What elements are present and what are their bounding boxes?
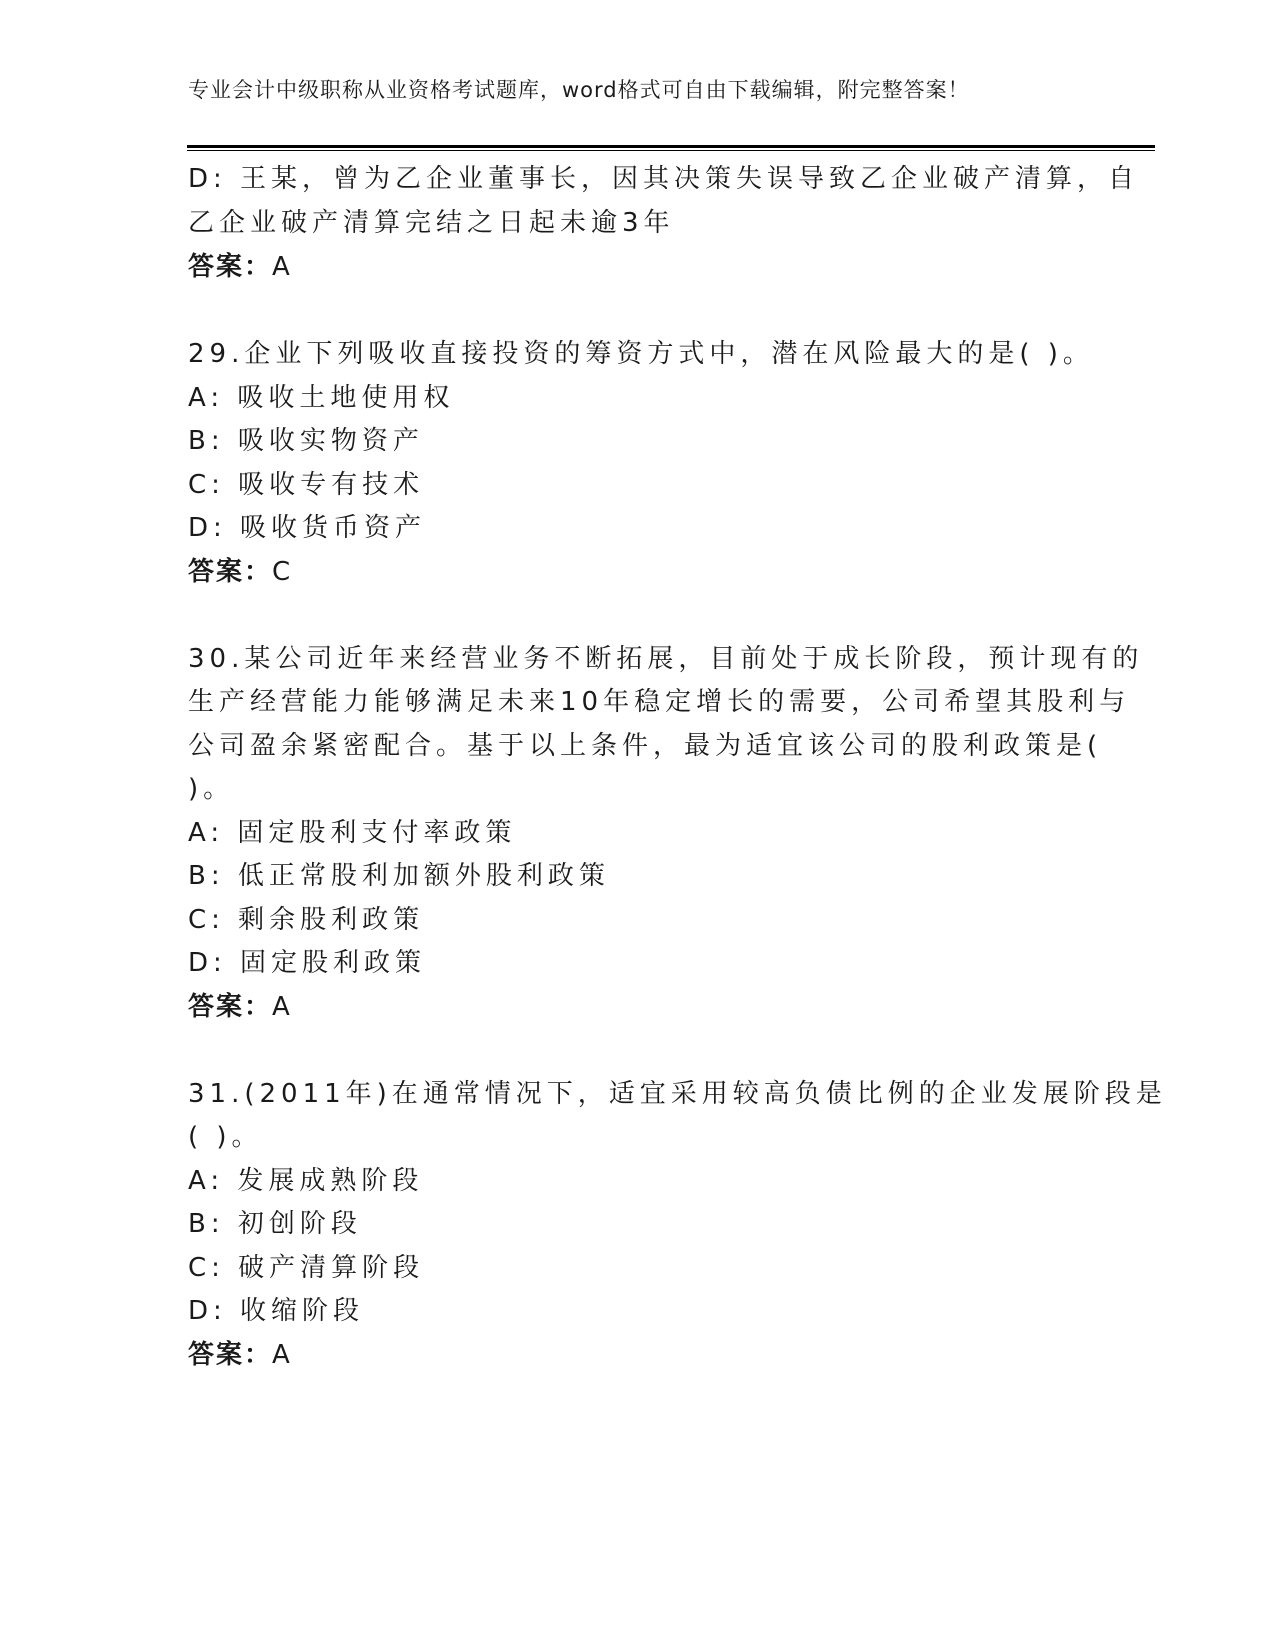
text-line: B: 初创阶段 (188, 1209, 362, 1239)
answer-value: C (272, 557, 292, 587)
answer-line (188, 991, 291, 1023)
text-line: A: 固定股利支付率政策 (188, 818, 517, 848)
page-header: 专业会计中级职称从业资格考试题库，word格式可自由下载编辑，附完整答案！ (188, 78, 970, 102)
answer-line (188, 1339, 291, 1371)
answer-label: 答案： (188, 1340, 273, 1370)
text-line: D: 王某，曾为乙企业董事长，因其决策失误导致乙企业破产清算，自 (188, 164, 1140, 194)
answer-label: 答案： (188, 252, 273, 282)
text-line: 公司盈余紧密配合。基于以上条件，最为适宜该公司的股利政策是( (188, 731, 1103, 761)
text-line: B: 吸收实物资产 (188, 426, 424, 456)
text-line: B: 低正常股利加额外股利政策 (188, 861, 610, 891)
answer-value: A (272, 992, 291, 1022)
answer-label: 答案： (188, 992, 273, 1022)
text-line: D: 固定股利政策 (188, 948, 427, 978)
text-line: A: 发展成熟阶段 (188, 1166, 424, 1196)
text-line: A: 吸收土地使用权 (188, 383, 455, 413)
text-line: ( )。 (188, 1122, 263, 1152)
text-line: 30.某公司近年来经营业务不断拓展，目前处于成长阶段，预计现有的 (188, 644, 1144, 674)
text-line: )。 (188, 774, 235, 804)
text-line: 乙企业破产清算完结之日起未逾3年 (188, 208, 675, 238)
text-line: C: 剩余股利政策 (188, 905, 425, 935)
answer-value: A (272, 252, 291, 282)
text-line: D: 吸收货币资产 (188, 513, 427, 543)
text-line: 生产经营能力能够满足未来10年稳定增长的需要，公司希望其股利与 (188, 687, 1131, 717)
text-line: C: 吸收专有技术 (188, 470, 425, 500)
header-rule-thick (187, 145, 1155, 148)
answer-value: A (272, 1340, 291, 1370)
text-line: 29.企业下列吸收直接投资的筹资方式中，潜在风险最大的是( )。 (188, 339, 1094, 369)
answer-line (188, 251, 291, 283)
answer-line (188, 556, 291, 588)
text-line: D: 收缩阶段 (188, 1296, 365, 1326)
answer-label: 答案： (188, 557, 273, 587)
text-line: C: 破产清算阶段 (188, 1253, 425, 1283)
text-line: 31.(2011年)在通常情况下，适宜采用较高负债比例的企业发展阶段是 (188, 1079, 1167, 1109)
header-rule-thin (187, 150, 1155, 151)
